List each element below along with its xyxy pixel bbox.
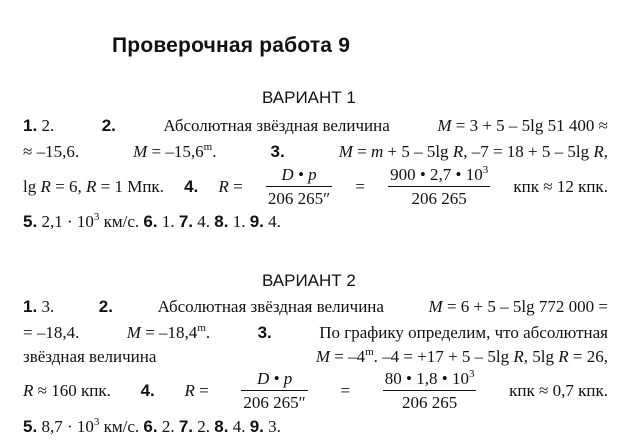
v1-q5-sup: 3	[93, 211, 100, 223]
v1-var-R: R	[40, 177, 51, 196]
v1-q1-answer: 2.	[41, 116, 55, 135]
v2-answer-line-1	[23, 297, 608, 317]
variant-2-heading: ВАРИАНТ 2	[262, 271, 356, 290]
v1-q3-formula-a: + 5 – 5lg	[387, 142, 449, 161]
v2-answer-line-5	[23, 417, 608, 437]
v1-q5-number: 5.	[23, 212, 38, 231]
v2-q4-num1: D • p	[256, 369, 293, 388]
v1-q2-number: 2.	[101, 116, 116, 135]
v1-q4-num1: D • p	[281, 165, 317, 184]
v2-q4-fraction-1	[241, 369, 307, 413]
v1-q4-num2-sup: 3	[482, 164, 489, 176]
v2-q2-result: = –18,4	[145, 323, 198, 342]
v2-q4-fraction-2	[383, 369, 477, 413]
v2-q1-number: 1.	[23, 297, 38, 316]
v1-var-M: M	[437, 116, 452, 135]
v1-q4-fraction-2	[388, 165, 490, 209]
v1-q4-fraction-1	[266, 165, 332, 209]
v1-q4-number: 4.	[184, 177, 199, 196]
v1-q7-number: 7.	[178, 212, 194, 231]
v2-q2-number: 2.	[98, 297, 113, 316]
v2-q3-number: 3.	[257, 323, 272, 342]
v2-q1-answer: 3.	[41, 297, 55, 316]
v1-q2-text: Абсолютная звёздная величина	[163, 116, 390, 135]
v1-q9-number: 9.	[249, 212, 264, 231]
v2-q4-den1: 206 265″	[241, 390, 307, 413]
v2-q3-mag: = –4	[334, 347, 366, 366]
v1-q2-dot: .	[212, 142, 217, 161]
v1-var-m: m	[370, 142, 384, 161]
v2-answer-line-3	[23, 347, 608, 367]
v1-q4-num2: 900 • 2,7 • 10	[390, 165, 483, 184]
v2-q4-eq2: =	[340, 381, 351, 400]
v2-q6-number: 6.	[143, 417, 158, 436]
v2-q5-unit: км/с.	[103, 417, 140, 436]
v1-q8-number: 8.	[214, 212, 229, 231]
v2-q7-answer: 2.	[197, 417, 211, 436]
v1-q3-lg: lg	[23, 177, 37, 196]
v2-q3-value: = 26,	[572, 347, 608, 366]
v2-var-R: R	[184, 381, 195, 400]
v1-q4-den1: 206 265″	[266, 186, 332, 209]
v1-q8-answer: 1.	[232, 212, 246, 231]
v2-q9-answer: 3.	[268, 417, 281, 436]
v1-var-R: R	[85, 177, 97, 196]
v1-answer-line-2	[23, 142, 608, 162]
v1-q2-formula: = 3 + 5 – 5lg 51 400 ≈	[455, 116, 608, 135]
v2-q5-sup: 3	[93, 416, 100, 428]
v1-q4-eq1: =	[233, 177, 243, 196]
v1-q2-approx: ≈ –15,6.	[23, 142, 80, 161]
v1-q5-answer: 2,1 · 10	[41, 212, 94, 231]
v1-q3-number: 3.	[270, 142, 285, 161]
v2-q8-number: 8.	[214, 417, 229, 436]
v2-q2-dot: .	[205, 323, 211, 342]
v1-q2-result: = –15,6	[151, 142, 204, 161]
v1-q6-answer: 1.	[161, 212, 175, 231]
v1-q4-eq2: =	[355, 177, 365, 196]
v1-q4-den2: 206 265	[388, 186, 490, 209]
v2-q3-result: ≈ 160 кпк.	[37, 381, 111, 400]
v2-q4-number: 4.	[140, 381, 155, 400]
v1-answer-line-1	[23, 116, 608, 136]
v2-var-R: R	[513, 347, 524, 366]
v2-var-R: R	[558, 347, 569, 366]
v2-q2-formula: = 6 + 5 – 5lg 772 000 =	[446, 297, 608, 316]
v2-q5-number: 5.	[23, 417, 38, 436]
v1-q1-number: 1.	[23, 116, 38, 135]
v2-var-M: M	[315, 347, 330, 366]
variant-1-heading: ВАРИАНТ 1	[262, 88, 356, 107]
v2-q3-text-2: звёздная величина	[23, 347, 157, 366]
v1-q3-val1: = 6,	[55, 177, 82, 196]
v1-q3-comma: ,	[603, 142, 608, 161]
v1-answer-line-3	[23, 164, 608, 210]
v2-q7-number: 7.	[178, 417, 194, 436]
v2-q2-text: Абсолютная звёздная величина	[157, 297, 384, 316]
v2-q5-answer: 8,7 · 10	[41, 417, 94, 436]
v2-var-M: M	[428, 297, 443, 316]
v1-q5-unit: км/с.	[103, 212, 140, 231]
v1-q7-answer: 4.	[197, 212, 211, 231]
v2-var-R: R	[23, 381, 34, 400]
v1-var-R: R	[218, 177, 229, 196]
v1-var-R: R	[452, 142, 464, 161]
v2-q4-num2: 80 • 1,8 • 10	[384, 369, 469, 388]
v1-q2-sup: m	[203, 141, 213, 153]
v2-q4-num2-sup: 3	[468, 368, 475, 380]
v2-q6-answer: 2.	[161, 417, 175, 436]
v1-q3-val2: = 1 Мпк.	[100, 177, 164, 196]
v2-q3-formula: . –4 = +17 + 5 – 5lg	[373, 347, 510, 366]
v2-answer-line-4	[23, 368, 608, 414]
page-title: Проверочная работа 9	[112, 34, 351, 57]
v2-q2-approx: = –18,4.	[23, 323, 80, 342]
v1-answer-line-4	[23, 212, 608, 232]
v1-q9-answer: 4.	[268, 212, 281, 231]
v1-q3-eq: =	[357, 142, 367, 161]
v2-q4-eq1: =	[199, 381, 209, 400]
v1-var-M: M	[338, 142, 353, 161]
v1-q3-formula-b: , –7 = 18 + 5 – 5lg	[463, 142, 590, 161]
v2-q4-result: кпк ≈ 0,7 кпк.	[509, 381, 608, 400]
v1-q6-number: 6.	[143, 212, 158, 231]
v2-q9-number: 9.	[249, 417, 264, 436]
v1-var-M: M	[133, 142, 148, 161]
v2-var-M: M	[126, 323, 141, 342]
v2-q3-text: По графику определим, что абсолютная	[319, 323, 608, 342]
v2-q3-formula-b: , 5lg	[523, 347, 555, 366]
v2-answer-line-2	[23, 323, 608, 343]
v2-q2-sup: m	[197, 322, 206, 334]
v1-q4-result: кпк ≈ 12 кпк.	[513, 177, 608, 196]
v2-q4-den2: 206 265	[383, 390, 477, 413]
v1-var-R: R	[593, 142, 604, 161]
v2-q3-sup: m	[365, 346, 374, 358]
v2-q8-answer: 4.	[232, 417, 246, 436]
